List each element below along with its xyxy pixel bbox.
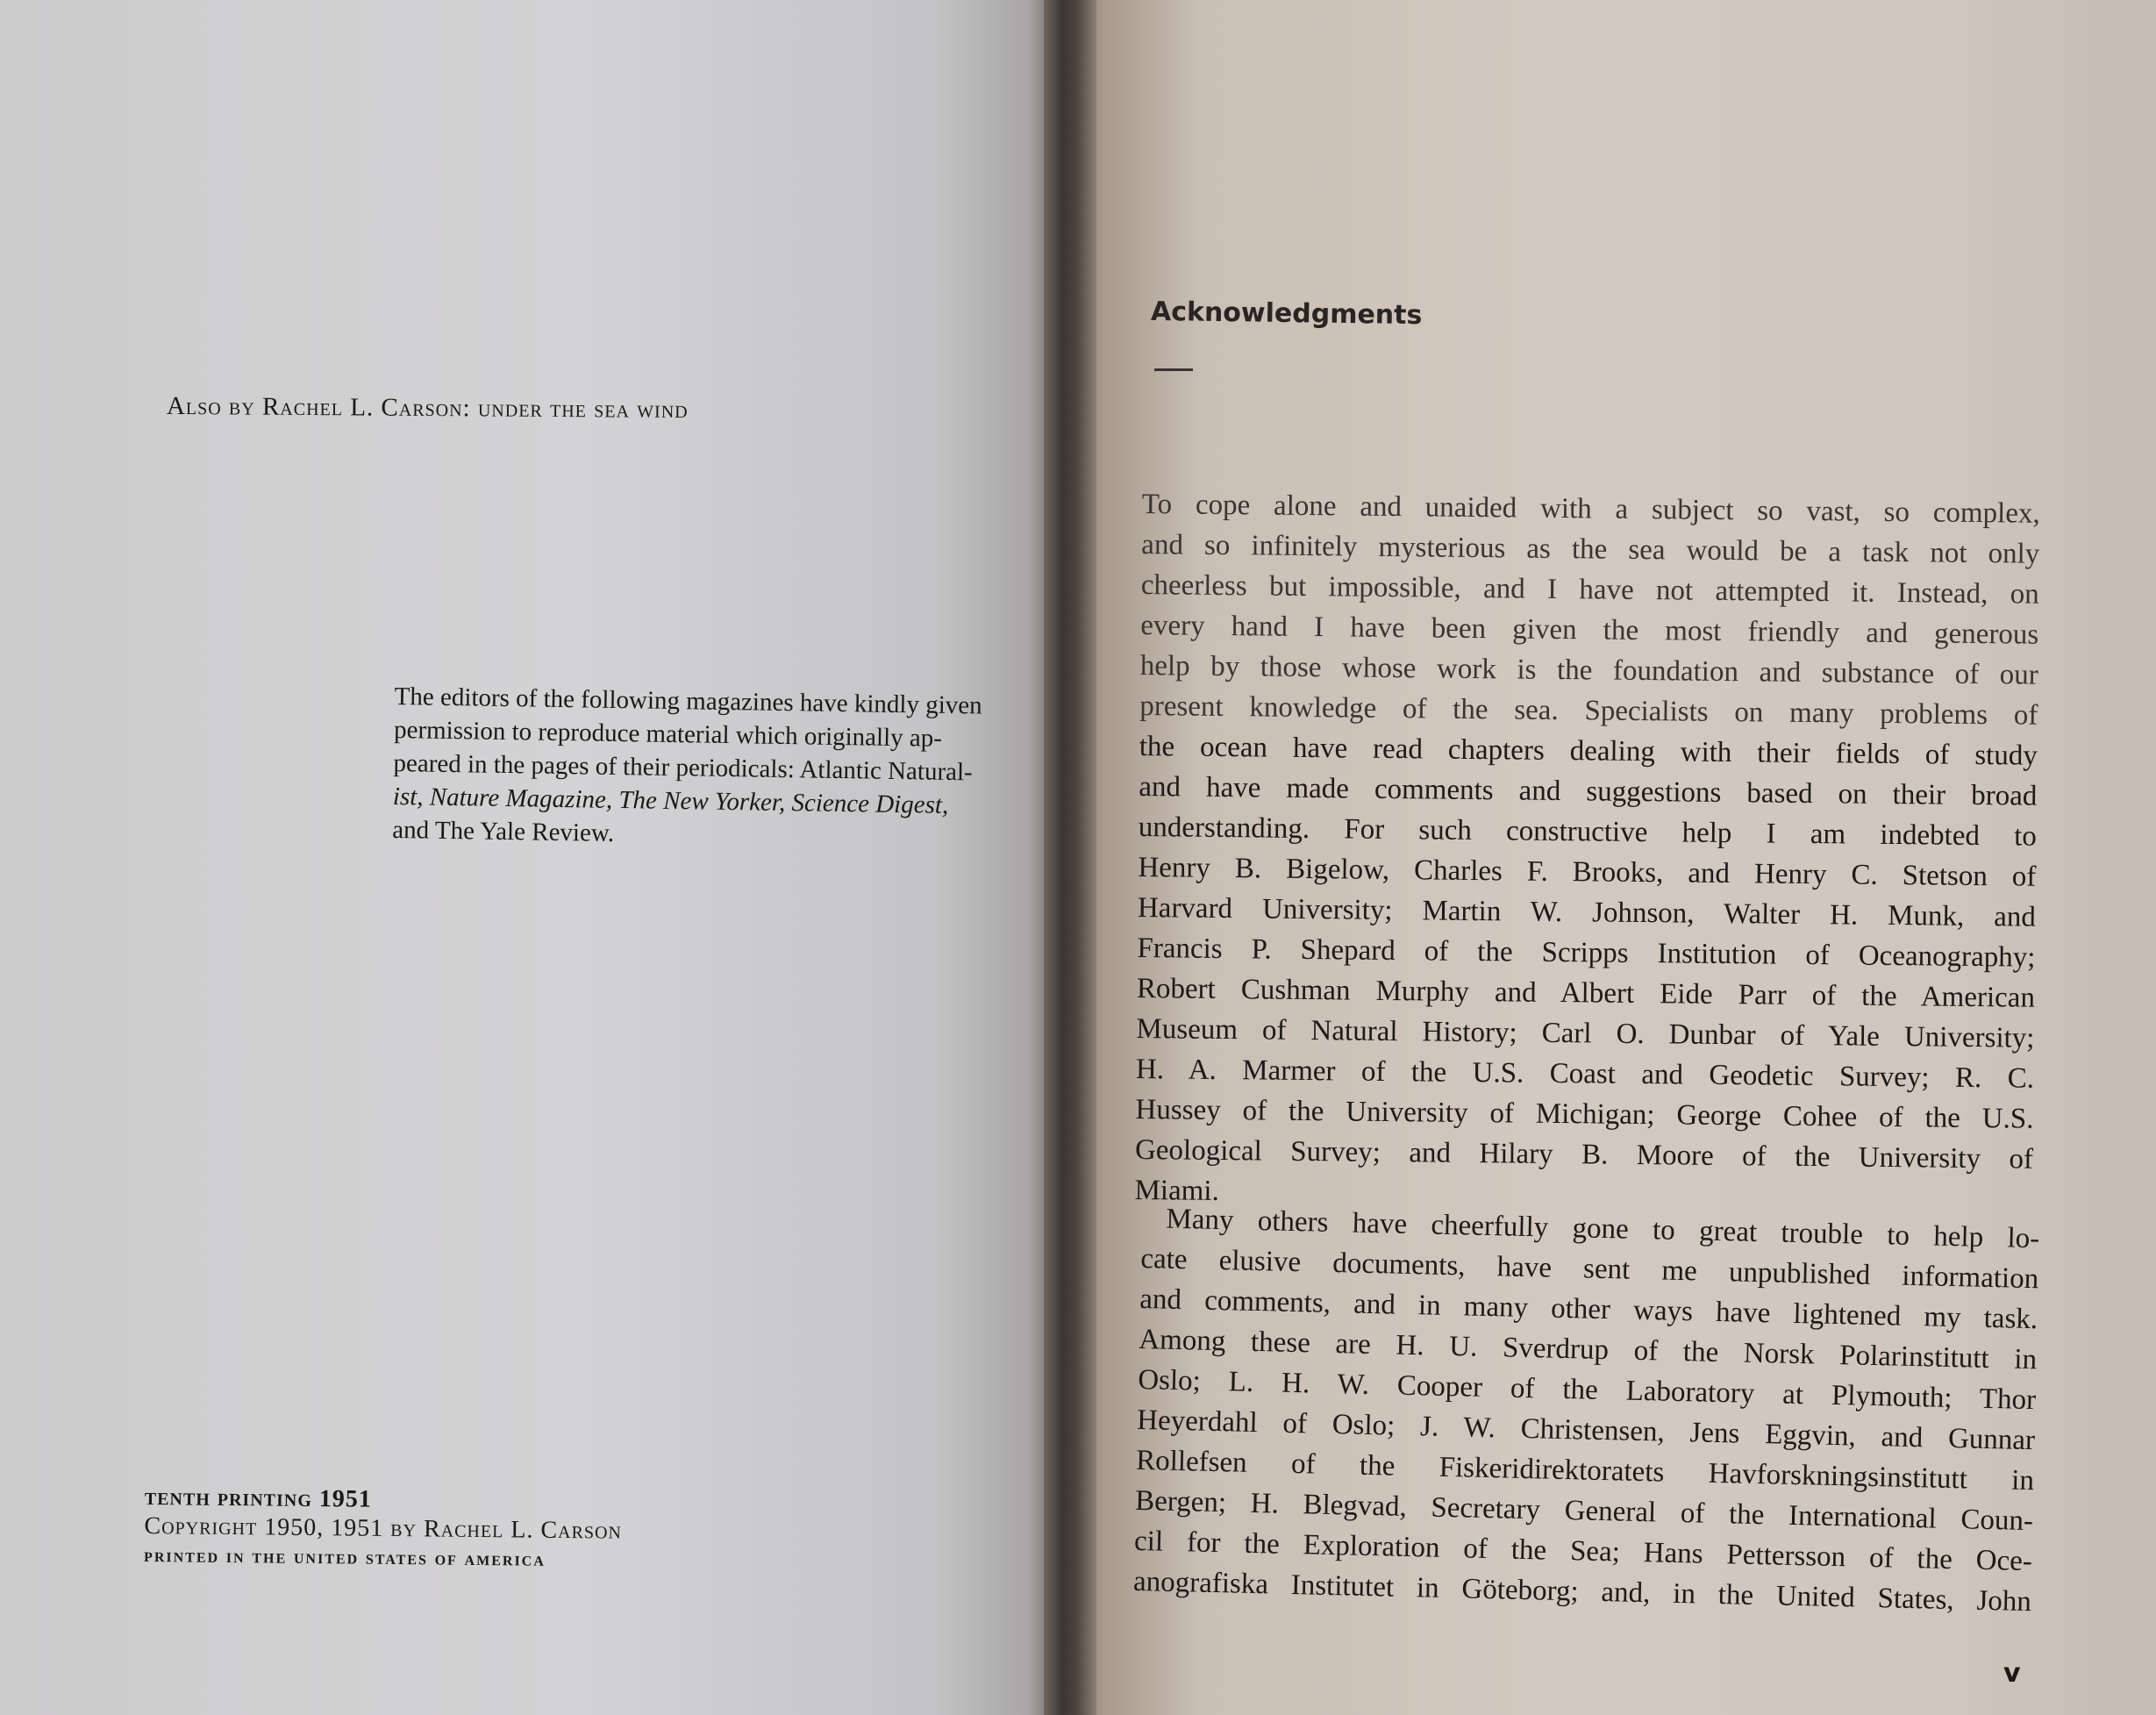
permissions-note [392, 680, 1044, 857]
text-line: Among these are H. U. Sverdrup of the Norsk Polarinstitutt in [1138, 1323, 2038, 1376]
text-line: Many others have cheerfully gone to great trouble to help lo- [1166, 1203, 2040, 1255]
text-line: cil for the Exploration of the Sea; Hans Pettersson of the Oce- [1133, 1525, 2033, 1578]
permissions-line: peared in the pages of their periodicals: Atlantic Natural- [393, 748, 973, 787]
text-line: Bergen; H. Blegvad, Secretary General of the International Coun- [1134, 1484, 2034, 1538]
text-line: cheerless but impossible, and I have not attempted it. Instead, on [1140, 568, 2039, 611]
permissions-line: The editors of the following magazines have kindly given [394, 682, 982, 720]
copyright-line: Copyright 1950, 1951 by Rachel L. Carson [144, 1511, 623, 1545]
text-line: Rollefsen of the Fiskeridirektoratets Havforskningsinstitutt in [1135, 1444, 2035, 1497]
text-line: Miami. [1134, 1174, 1220, 1207]
printed-in-line: printed in the united states of america [144, 1543, 546, 1570]
text-line: Harvard University; Martin W. Johnson, Walter H. Munk, and [1137, 891, 2037, 933]
imprint-block [144, 1483, 759, 1576]
text-line: Francis P. Shepard of the Scripps Institution of Oceanography; [1137, 932, 2036, 974]
text-line: present knowledge of the sea. Specialists on many problems of [1139, 690, 2038, 732]
text-line: and so infinitely mysterious as the sea would be a task not only [1141, 528, 2040, 570]
text-line: and have made comments and suggestions based on their broad [1139, 770, 2038, 812]
permissions-line: ist, Nature Magazine, The New Yorker, Science Digest, [392, 782, 949, 819]
also-by-line: Also by Rachel L. Carson: under the sea wind [166, 391, 689, 425]
text-line: Geological Survey; and Hilary B. Moore of the University of [1134, 1133, 2034, 1175]
text-line: anografiska Institutet in Göteborg; and, in the United States, John [1132, 1565, 2032, 1619]
text-line: the ocean have read chapters dealing with their fields of study [1139, 730, 2038, 772]
text-line: help by those whose work is the foundation and substance of our [1139, 649, 2038, 691]
text-line: understanding. For such constructive help I am indebted to [1138, 811, 2038, 853]
text-line: Hussey of the University of Michigan; George Cohee of the U.S. [1135, 1093, 2034, 1135]
book-gutter [1044, 0, 1096, 1715]
page-title: Acknowledgments [1150, 296, 1423, 332]
text-line: cate elusive documents, have sent me unpublished information [1140, 1242, 2039, 1296]
permissions-line: permission to reproduce material which originally ap- [393, 715, 943, 753]
text-line: To cope alone and unaided with a subject so vast, so complex, [1141, 488, 2040, 530]
left-page [0, 0, 1060, 1715]
text-line: H. A. Marmer of the U.S. Coast and Geodetic Survey; R. C. [1135, 1053, 2035, 1095]
text-line: Heyerdahl of Oslo; J. W. Christensen, Jens Eggvin, and Gunnar [1136, 1404, 2036, 1457]
text-line: Robert Cushman Murphy and Albert Eide Parr of the American [1136, 972, 2036, 1014]
printing-line: tenth printing 1951 [144, 1483, 373, 1513]
heading-rule [1154, 368, 1193, 371]
permissions-line: and The Yale Review. [392, 815, 615, 847]
text-line: and comments, and in many other ways have lightened my task. [1139, 1283, 2038, 1336]
text-line: Henry B. Bigelow, Charles F. Brooks, and Henry C. Stetson of [1138, 851, 2037, 893]
acknowledgments-paragraph-1 [1134, 484, 2040, 1220]
text-line: Oslo; L. H. W. Cooper of the Laboratory at Plymouth; Thor [1137, 1363, 2037, 1417]
page-number: v [2003, 1658, 2021, 1689]
acknowledgments-paragraph-2 [1133, 1198, 2040, 1622]
text-line: Museum of Natural History; Carl O. Dunbar of Yale University; [1136, 1012, 2035, 1054]
text-line: every hand I have been given the most friendly and generous [1140, 609, 2039, 651]
